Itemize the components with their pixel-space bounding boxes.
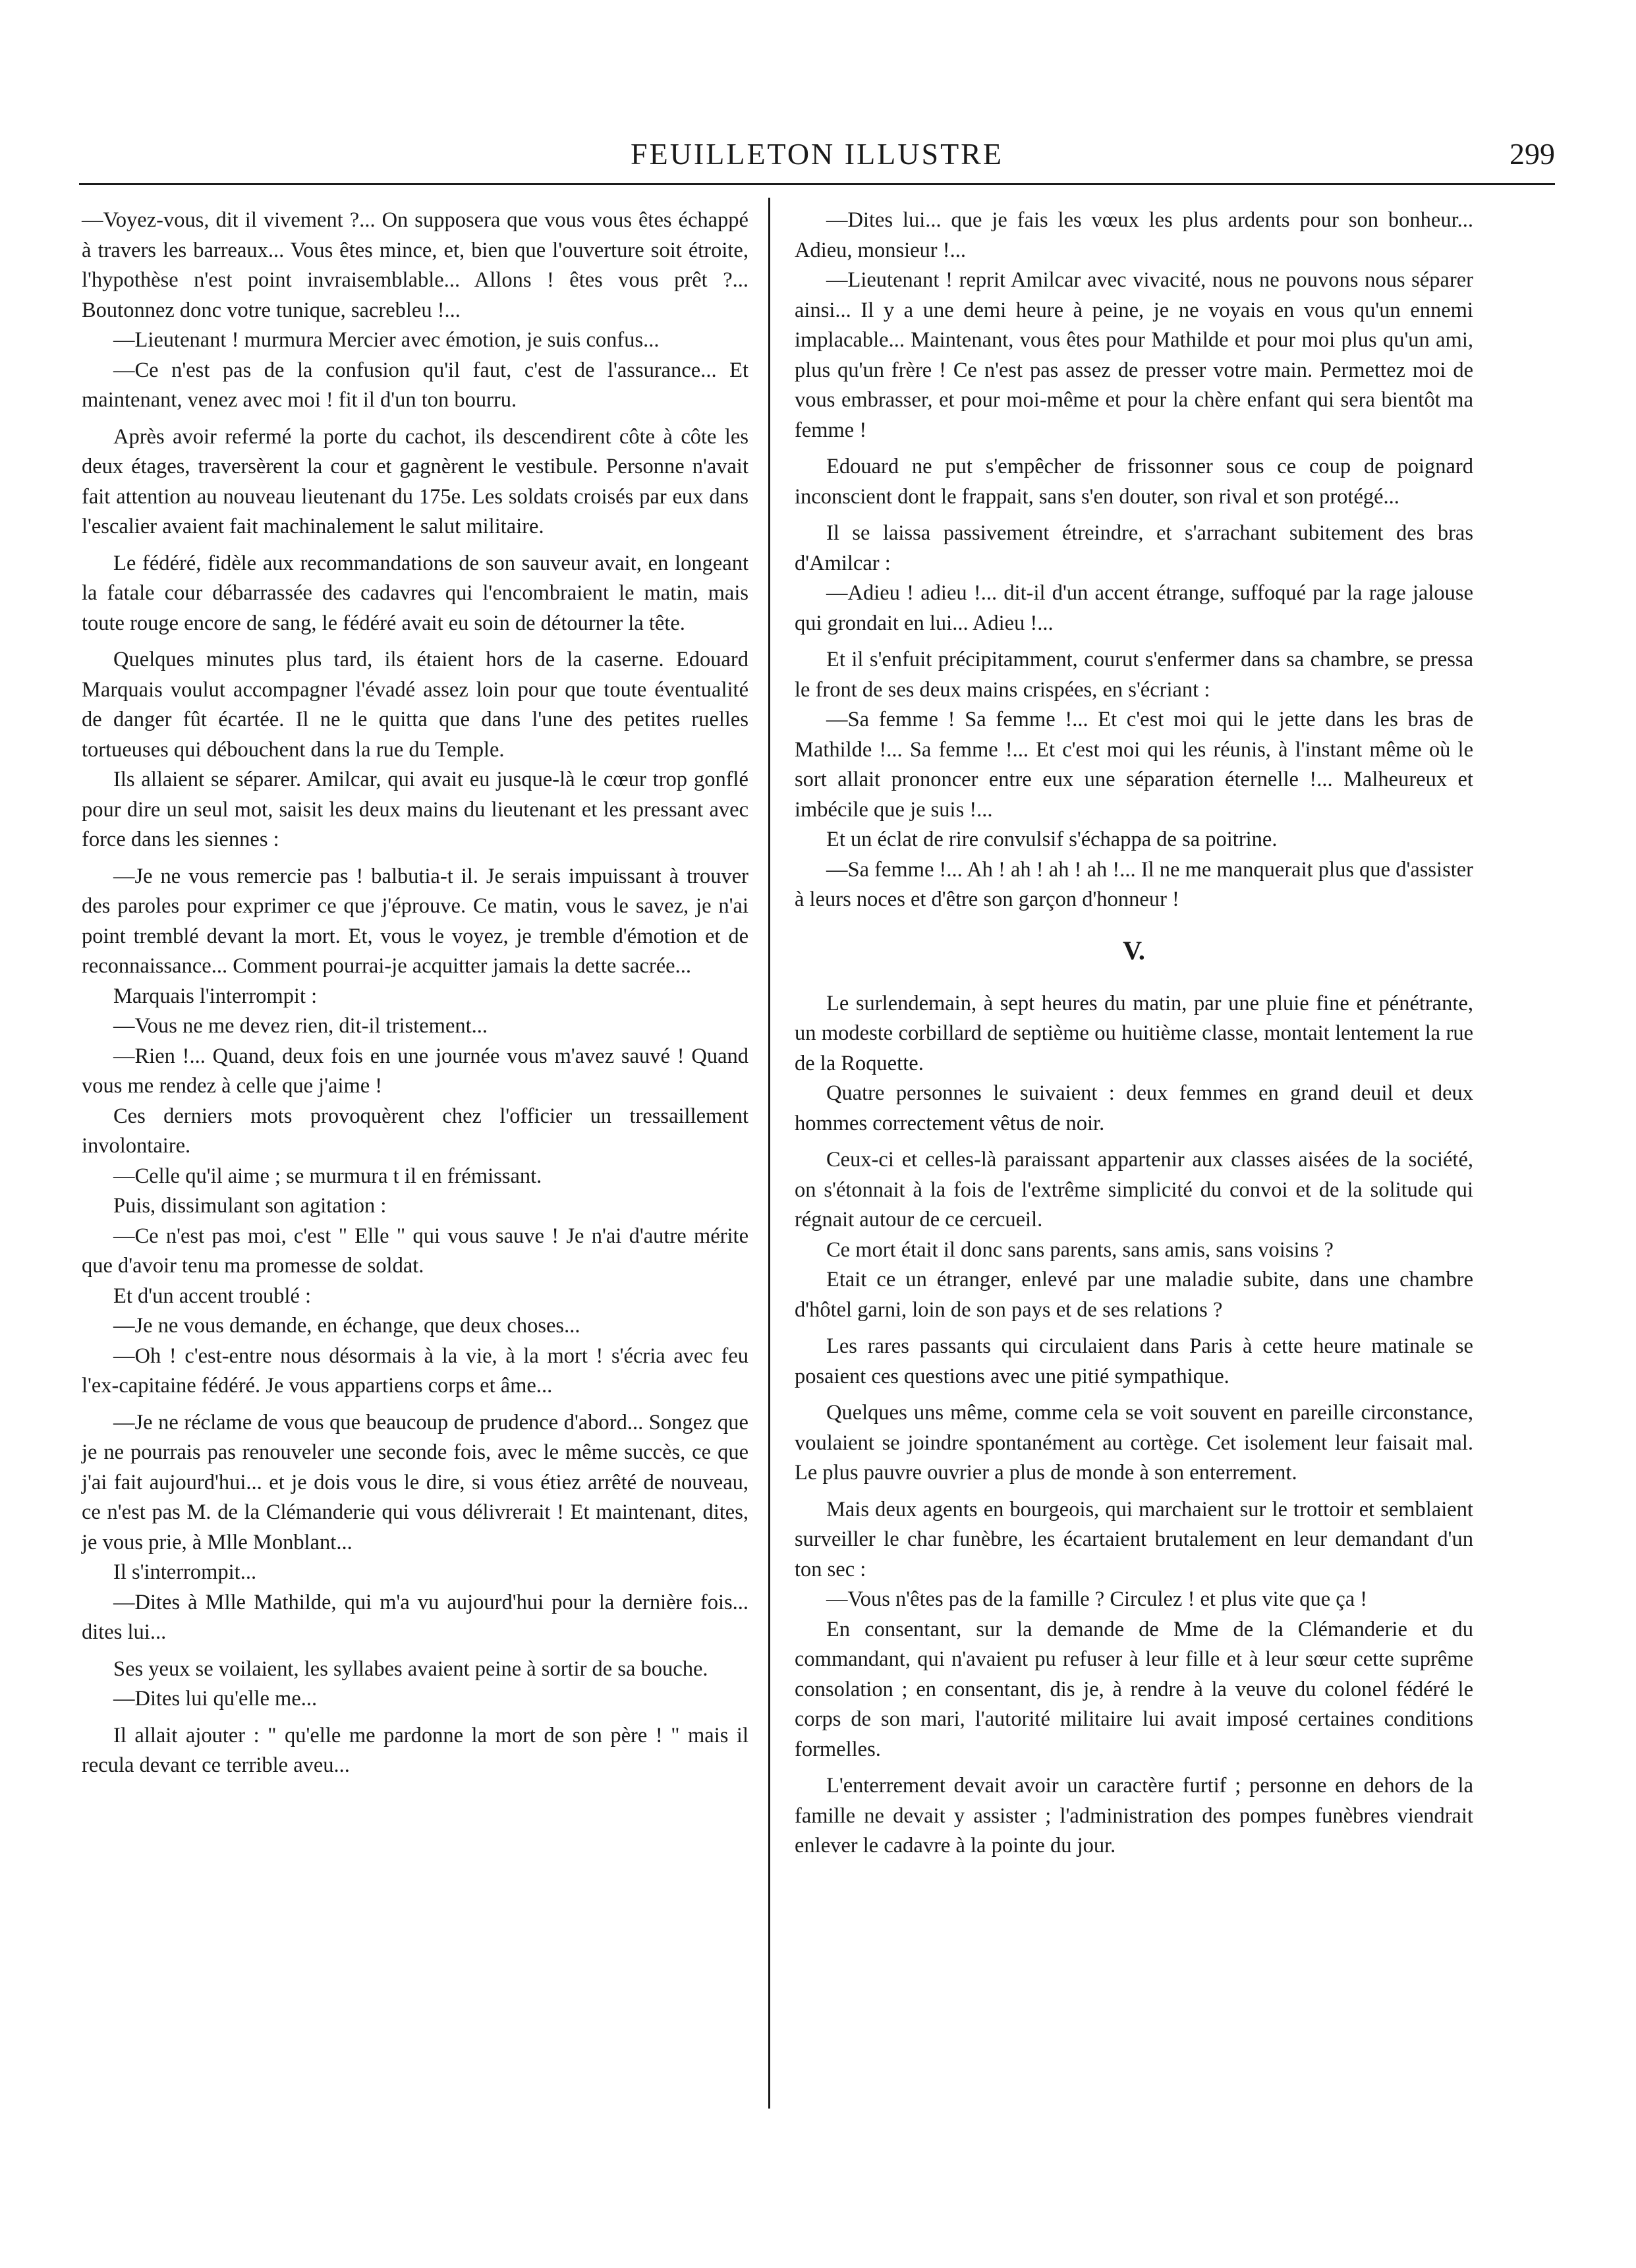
paragraph: —Voyez-vous, dit il vivement ?... On supposera que vous vous êtes échappé à travers les barreaux... Vous êtes mince, et, bien que l'ouverture soit étroite, l'hypothèse n'est point invraisemblable... Allons ! êtes vous prêt ?... Boutonnez donc votre tunique, sacrebleu !... [82,208,748,322]
paragraph: —Sa femme !... Ah ! ah ! ah ! ah !... Il ne me manquerait plus que d'assister à leurs noces et d'être son garçon d'honneur ! [795,857,1473,911]
paragraph: —Je ne vous demande, en échange, que deux choses... [113,1314,580,1338]
paragraph: Edouard ne put s'empêcher de frissonner sous ce coup de poignard inconscient dont le frappait, sans s'en douter, son rival et son protégé... [795,455,1473,509]
paragraph: Le surlendemain, à sept heures du matin, par une pluie fine et pénétrante, un modeste corbillard de septième ou huitième classe, montait lentement la rue de la Roquette. [795,991,1473,1075]
paragraph: Le fédéré, fidèle aux recommandations de son sauveur avait, en longeant la fatale cour débarrassée des cadavres qui l'encombraient le matin, mais toute rouge encore de sang, le fédéré avait eu soin de détourner la tête. [82,551,748,635]
paragraph: Les rares passants qui circulaient dans Paris à cette heure matinale se posaient ces questions avec une pitié sympathique. [795,1334,1473,1388]
paragraph: —Oh ! c'est-entre nous désormais à la vie, à la mort ! s'écria avec feu l'ex-capitaine fédéré. Je vous appartiens corps et âme... [82,1344,748,1398]
paragraph: Après avoir refermé la porte du cachot, ils descendirent côte à côte les deux étages, traversèrent la cour et gagnèrent le vestibule. Personne n'avait fait attention au nouveau lieutenant du 175e. Les soldats croisés par eux dans l'escalier avaient fait machinalement le salut militaire. [82,424,748,538]
running-head [79,134,1555,174]
paragraph: —Je ne réclame de vous que beaucoup de prudence d'abord... Songez que je ne pourrais pas renouveler une seconde fois, avec le même succès, ce que j'ai fait aujourd'hui... et je dois vous le dire, si vous étiez arrêté de nouveau, ce n'est pas M. de la Clémanderie qui vous délivrerait ! Et maintenant, dites, je vous prie, à Mlle Monblant... [82,1410,748,1554]
paragraph: —Adieu ! adieu !... dit-il d'un accent étrange, suffoqué par la rage jalouse qui grondait en lui... Adieu !... [795,581,1473,635]
paragraph: Et d'un accent troublé : [113,1284,312,1308]
paragraph: —Je ne vous remercie pas ! balbutia-t il. Je serais impuissant à trouver des paroles pour exprimer ce que j'éprouve. Ce matin, vous le savez, je n'ai point tremblé devant la mort. Et, vous le voyez, je tremble d'émotion et de reconnaissance... Comment pourrai-je acquitter jamais la dette sacrée... [82,864,748,978]
paragraph: Ces derniers mots provoquèrent chez l'officier un tressaillement involontaire. [82,1104,748,1158]
paragraph: Mais deux agents en bourgeois, qui marchaient sur le trottoir et semblaient surveiller le char funèbre, les écartaient brutalement en leur demandant d'un ton sec : [795,1497,1473,1581]
paragraph: —Dites lui... que je fais les vœux les plus ardents pour son bonheur... Adieu, monsieur !... [795,208,1473,262]
paragraph: L'enterrement devait avoir un caractère furtif ; personne en dehors de la famille ne devait y assister ; l'administration des pompes funèbres viendrait enlever le cadavre à la pointe du jour. [795,1774,1473,1857]
paragraph: Puis, dissimulant son agitation : [113,1194,387,1218]
paragraph: Ses yeux se voilaient, les syllabes avaient peine à sortir de sa bouche. [113,1657,708,1681]
paragraph: Il s'interrompit... [113,1560,257,1584]
paragraph: —Lieutenant ! murmura Mercier avec émotion, je suis confus... [113,328,660,352]
paragraph: —Dites à Mlle Mathilde, qui m'a vu aujourd'hui pour la dernière fois... dites lui... [82,1590,748,1644]
right-column [795,206,1473,1861]
header-rule [79,183,1555,185]
paragraph: Marquais l'interrompit : [113,984,318,1008]
paragraph: Quelques uns même, comme cela se voit souvent en pareille circonstance, voulaient se joindre spontanément au cortège. Cet isolement leur faisait mal. Le plus pauvre ouvrier a plus de monde à son enterrement. [795,1401,1473,1485]
paragraph: Quelques minutes plus tard, ils étaient hors de la caserne. Edouard Marquais voulut accompagner l'évadé assez loin pour que toute éventualité de danger fût écartée. Il ne le quitta que dans l'une des petites ruelles tortueuses qui débouchent dans la rue du Temple. [82,648,748,762]
section-heading: V. [1123,935,1145,965]
paragraph: —Dites lui qu'elle me... [113,1687,318,1711]
paragraph: Et il s'enfuit précipitamment, courut s'enfermer dans sa chambre, se pressa le front de ses deux mains crispées, en s'écriant : [795,648,1473,702]
paragraph: —Vous n'êtes pas de la famille ? Circulez ! et plus vite que ça ! [826,1587,1368,1611]
paragraph: —Rien !... Quand, deux fois en une journée vous m'avez sauvé ! Quand vous me rendez à celle que j'aime ! [82,1044,748,1098]
paragraph: Il allait ajouter : " qu'elle me pardonne la mort de son père ! " mais il recula devant ce terrible aveu... [82,1723,748,1777]
left-column [82,206,748,1781]
paragraph: —Ce n'est pas moi, c'est " Elle " qui vous sauve ! Je n'ai d'autre mérite que d'avoir tenu ma promesse de soldat. [82,1224,748,1278]
paragraph: En consentant, sur la demande de Mme de la Clémanderie et du commandant, qui n'avaient pu refuser à leur fille et à leur sœur cette suprême consolation ; en consentant, dis je, à rendre à la veuve du colonel fédéré le corps de son mari, l'autorité militaire lui avait imposé certaines conditions formelles. [795,1617,1473,1761]
paragraph: —Celle qu'il aime ; se murmura t il en frémissant. [113,1164,542,1188]
paragraph: —Lieutenant ! reprit Amilcar avec vivacité, nous ne pouvons nous séparer ainsi... Il y a une demi heure à peine, je ne voyais en vous qu'un ennemi implacable... Maintenant, vous êtes pour Mathilde et pour moi plus qu'un ami, plus qu'un frère ! Ce n'est pas assez de presser votre main. Permettez moi de vous embrasser, et pour moi-même et pour la chère enfant qui sera bientôt ma femme ! [795,268,1473,442]
paragraph: —Sa femme ! Sa femme !... Et c'est moi qui le jette dans les bras de Mathilde !... Sa femme !... Et c'est moi qui les réunis, à l'instant même où le sort allait prononcer entre eux une séparation éternelle !... Malheureux et imbécile que je suis !... [795,708,1473,822]
paragraph: Il se laissa passivement étreindre, et s'arrachant subitement des bras d'Amilcar : [795,521,1473,575]
running-title: FEUILLETON ILLUSTRE [631,137,1003,171]
paragraph: Etait ce un étranger, enlevé par une maladie subite, dans une chambre d'hôtel garni, loin de son pays et de ses relations ? [795,1268,1473,1322]
paragraph: Et un éclat de rire convulsif s'échappa de sa poitrine. [826,828,1278,851]
page-number: 299 [1509,137,1555,171]
paragraph: —Vous ne me devez rien, dit-il tristement... [113,1014,488,1038]
paragraph: Ce mort était il donc sans parents, sans amis, sans voisins ? [826,1237,1334,1262]
paragraph: —Ce n'est pas de la confusion qu'il faut, c'est de l'assurance... Et maintenant, venez avec moi ! fit il d'un ton bourru. [82,358,748,412]
paragraph: Quatre personnes le suivaient : deux femmes en grand deuil et deux hommes correctement vêtus de noir. [795,1081,1473,1135]
paragraph: Ils allaient se séparer. Amilcar, qui avait eu jusque-là le cœur trop gonflé pour dire un seul mot, saisit les deux mains du lieutenant et les pressant avec force dans les siennes : [82,768,748,851]
paragraph: Ceux-ci et celles-là paraissant appartenir aux classes aisées de la société, on s'étonnait à la fois de l'extrême simplicité du convoi et de la solitude qui régnait autour de ce cercueil. [795,1148,1473,1232]
column-divider [768,198,770,2109]
